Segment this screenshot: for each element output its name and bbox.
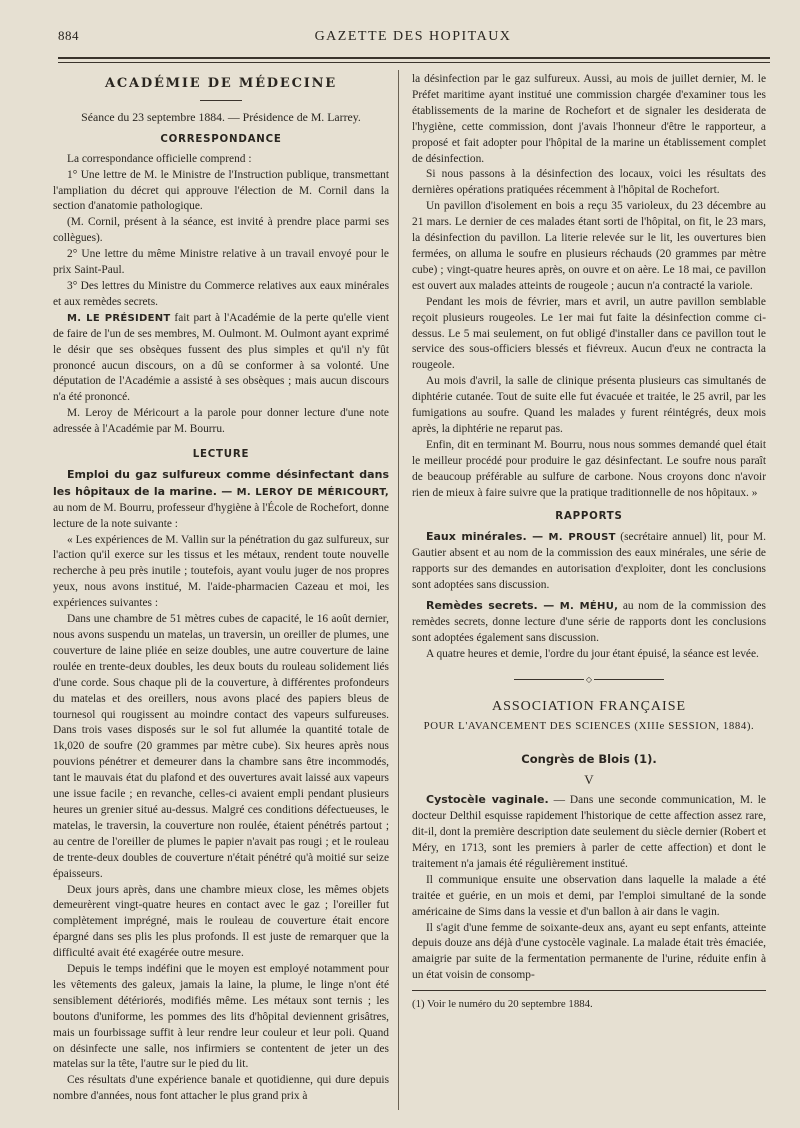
speaker-name: M. PROUST (543, 532, 616, 544)
paragraph: Il communique ensuite une observation dans laquelle la malade a été traitée et guérie, en un mois et demi, par l'emploi simultané de la sonde américaine de Sims dans la vessie et d'un ballon à air dans le vagin. (412, 873, 766, 918)
article-title: ACADÉMIE DE MÉDECINE (104, 76, 337, 91)
paragraph (53, 467, 389, 533)
communication-title: Cystocèle vaginale. (426, 793, 549, 807)
paragraph: 1° Une lettre de M. le Ministre de l'Instruction publique, transmettant l'ampliation du décret qui approuve l'élection de M. Cornil dans la section d'anatomie pathologique. (53, 168, 389, 213)
left-column (53, 72, 389, 1105)
section-heading-correspondance: CORRESPONDANCE (160, 133, 282, 145)
right-column (412, 72, 766, 1013)
report-title: Eaux minérales. — (426, 530, 544, 544)
paragraph: « Les expériences de M. Vallin sur la pénétration du gaz sulfureux, sur l'action qu'il exerce sur les tissus et les métaux, rendent toute nouvelle recherche à peu près inutile ; toutefois, ayant voulu juger de nos propres yeux, nous avons institué, M. l'aide-pharmacien Cazeau et moi, les expériences suivantes : (53, 533, 389, 610)
journal-title: GAZETTE DES HOPITAUX (314, 29, 512, 44)
paragraph-text: (secrétaire annuel) lit, pour M. Gautier absent et au nom de la commission des eaux minérales, une série de rapports sur des demandes en autorisation d'exploiter, dont les conclusions sont adoptées sans discussion. (412, 531, 767, 592)
paragraph: A quatre heures et demie, l'ordre du jour étant épuisé, la séance est levée. (426, 647, 759, 660)
footnote-rule (412, 990, 766, 991)
paragraph (412, 598, 766, 647)
part-number: V (584, 772, 594, 788)
paragraph: (M. Cornil, présent à la séance, est invité à prendre place parmi ses collègues). (53, 216, 389, 245)
diamond-icon: ◇ (585, 674, 593, 684)
paragraph: 3° Des lettres du Ministre du Commerce relatives aux eaux minérales et aux remèdes secrets. (53, 279, 389, 308)
paragraph: 2° Une lettre du même Ministre relative à un travail envoyé pour le prix Saint-Paul. (53, 248, 389, 277)
speaker-name: M. MÉHU, (554, 601, 619, 612)
header-rule-thick (58, 57, 770, 59)
paragraph: Dans une chambre de 51 mètres cubes de capacité, le 16 août dernier, nous avons suspendu un matelas, un traversin, un oreiller de plumes, une couverture de laine pliée en seize doubles, une autre couverture de laine roulée en trente-deux doubles, les deux bouts du rouleau solidement liés d'une corde. Sous chaque pli de la couverture, à différentes profondeurs du matelas et des oreillers, nous avons placé des papiers bleus de tournesol qui rougissent au moindre contact des vapeurs sulfureuses. Dans trois vases disposés sur le sol fut allumée la quantité totale de 1k,020 de soufre (20 grammes par mètre cube). Six heures après nous pouvions pénétrer et demeurer dans la chambre sans être incommodés, tant le mauvais état du plafond et des ouvertures avait laissé aux vapeurs une issue facile ; en revanche, celles-ci avaient empli pendant plusieurs heures un grenier situé au-dessus. Malgré ces conditions défectueuses, le matelas, le traversin, la couverture non roulée, étaient pénétrés partout ; au centre de l'oreiller de plumes le papier n'avait pas rougi ; et le rouleau de trente-deux doubles de couverture n'était pénétré qu'à moitié sur seize épaisseurs. (53, 613, 389, 880)
paragraph: La correspondance officielle comprend : (67, 152, 252, 165)
association-title: ASSOCIATION FRANÇAISE (491, 698, 687, 714)
paragraph-text: au nom de la commission des remèdes secrets, donne lecture d'une série de rapports dont les conclusions sont adoptées également sans discussion. (412, 600, 766, 644)
paragraph: Enfin, dit en terminant M. Bourru, nous nous sommes demandé quel était le meilleur procédé pour produire le gaz désinfectant. Le soufre nous paraît de beaucoup préférable au sulfure de carbone. Nous croyons donc n'avoir rien de mieux à faire suivre que la pratique traditionnelle de nos hôpitaux. » (412, 438, 766, 499)
paragraph: la désinfection par le gaz sulfureux. Aussi, au mois de juillet dernier, M. le Préfet maritime ayant institué une commission chargée d'examiner tous les établissements de la marine de Rochefort et de signaler les desiderata de l'hygiène, cette commission, dont j'avais l'honneur d'être le rapporteur, a proposé et fait adopter pour l'hôpital de la marine un établissement complet de désinfection. (412, 73, 766, 165)
paragraph: Depuis le temps indéfini que le moyen est employé notamment pour les vêtements des galeux, jamais la laine, la plume, le linge n'ont été sensiblement détériorés, modifiés même. Les métaux sont ternis ; les boutons d'uniforme, les pommes des lits d'hôpital deviennent grisâtres, mais un fourbissage suffit à leur rendre leur couleur et leur poli. Quand on désinfecte une salle, nos infirmiers se contentent de jeter un des matelas sur la tête, l'autre sur le pied du lit. (53, 963, 389, 1071)
page-header (58, 28, 768, 50)
association-subtitle: POUR L'AVANCEMENT DES SCIENCES (XIIIe SESSION, 1884). (423, 719, 755, 732)
section-heading-rapports: RAPPORTS (555, 511, 623, 523)
section-ornament (514, 675, 664, 685)
paragraph: Au mois d'avril, la salle de clinique présenta plusieurs cas simultanés de diphtérie cutanée. Tout de suite elle fut évacuée et traitée, le 25 avril, par les fumigations au soufre. Quand les malades y furent réintégrés, deux mois après, la diphtérie ne reparut pas. (412, 375, 766, 435)
paragraph: M. Leroy de Méricourt a la parole pour donner lecture d'une note adressée à l'Académie par M. Bourru. (53, 407, 389, 436)
paragraph-text: au nom de M. Bourru, professeur d'hygiène à l'École de Rochefort, donne lecture de la note suivante : (53, 501, 389, 530)
speaker-name: M. LE PRÉSIDENT (67, 312, 171, 324)
paragraph (412, 792, 766, 873)
page-number: 884 (58, 28, 79, 43)
report-title: Remèdes secrets. — (426, 599, 555, 612)
column-divider (398, 70, 399, 1110)
paragraph: Pendant les mois de février, mars et avril, un autre pavillon semblable reçoit plusieurs rougeoles. Le 1er mai fut faite la désinfection comme ci-dessus. Le 5 mai seulement, on fut obligé d'installer dans ce pavillon tout le service des sous-officiers blessés et fiévreux. Aucun d'eux ne contracta la rougeole. (412, 295, 766, 372)
congress-heading: Congrès de Blois (1). (521, 752, 657, 767)
paragraph (412, 529, 766, 594)
session-line: Séance du 23 septembre 1884. — Présidence de M. Larrey. (81, 109, 361, 124)
paragraph-text: fait part à l'Académie de la perte qu'elle vient de faire de l'un de ses membres, M. Oulmont. M. Oulmont ayant exprimé le désir que ses obsèques fussent des plus simples et qu'il n'y fût prononcé aucun discours, on a dû se conformer à sa volonté. Une députation de l'Académie a assisté à ses obsèques ; mais aucun discours n'a été prononcé. (53, 311, 389, 404)
paragraph: Deux jours après, dans une chambre mieux close, les mêmes objets demeurèrent vingt-quatre heures en contact avec le gaz ; l'oreiller fut complètement imprégné, mais le rouleau de couverture était encore épargné dans ses plis les plus profonds. Il est juste de remarquer que la difficulté avait été exagérée outre mesure. (53, 883, 389, 960)
lecture-title: Emploi du gaz sulfureux comme désinfectant dans les hôpitaux de la marine. — (53, 467, 389, 498)
speaker-name: M. LEROY DE MÉRICOURT, (232, 486, 389, 498)
paragraph: Si nous passons à la désinfection des locaux, voici les résultats des dernières opérations pratiquées récemment à l'hôpital de Rochefort. (412, 168, 766, 197)
section-heading-lecture: LECTURE (192, 449, 250, 461)
header-rule-thin (58, 62, 770, 63)
paragraph: Ces résultats d'une expérience banale et quotidienne, qui dure depuis nombre d'années, nous font attacher le plus grand prix à (53, 1074, 389, 1103)
title-rule (200, 100, 242, 101)
paragraph (53, 311, 389, 406)
paragraph-text: — Dans une seconde communication, M. le docteur Delthil esquisse rapidement l'historique de cette affection assez rare, dit-il, dont la première description date seulement du siècle dernier (Robert et Méry, en 1713, sont les premiers à parler de cette affection) et dont le traitement n'a jamais été régulièrement institué. (412, 794, 766, 870)
paragraph: Un pavillon d'isolement en bois a reçu 35 varioleux, du 23 décembre au 21 mars. Le dernier de ces malades étant sorti de l'hôpital, on fit, le 23 mars, la désinfection du pavillon. La literie relevée sur le lit, les ouvertures bien fermées, on alluma le soufre en plusieurs réchauds (20 grammes par mètre cube) ; vingt-quatre heures après, on ouvre et on aère. Le 18 mai, ce pavillon est ouvert aux malades atteints de rougeole ; aucun n'a contracté la variole. (412, 200, 766, 292)
footnote: (1) Voir le numéro du 20 septembre 1884. (412, 998, 593, 1011)
paragraph: Il s'agit d'une femme de soixante-deux ans, ayant eu sept enfants, atteinte depuis douze ans déjà d'une cystocèle vaginale. La malade était très émaciée, amaigrie par suite de la fermentation permanente de l'urine, réduite enfin à un état voisin de consomp- (412, 921, 766, 982)
